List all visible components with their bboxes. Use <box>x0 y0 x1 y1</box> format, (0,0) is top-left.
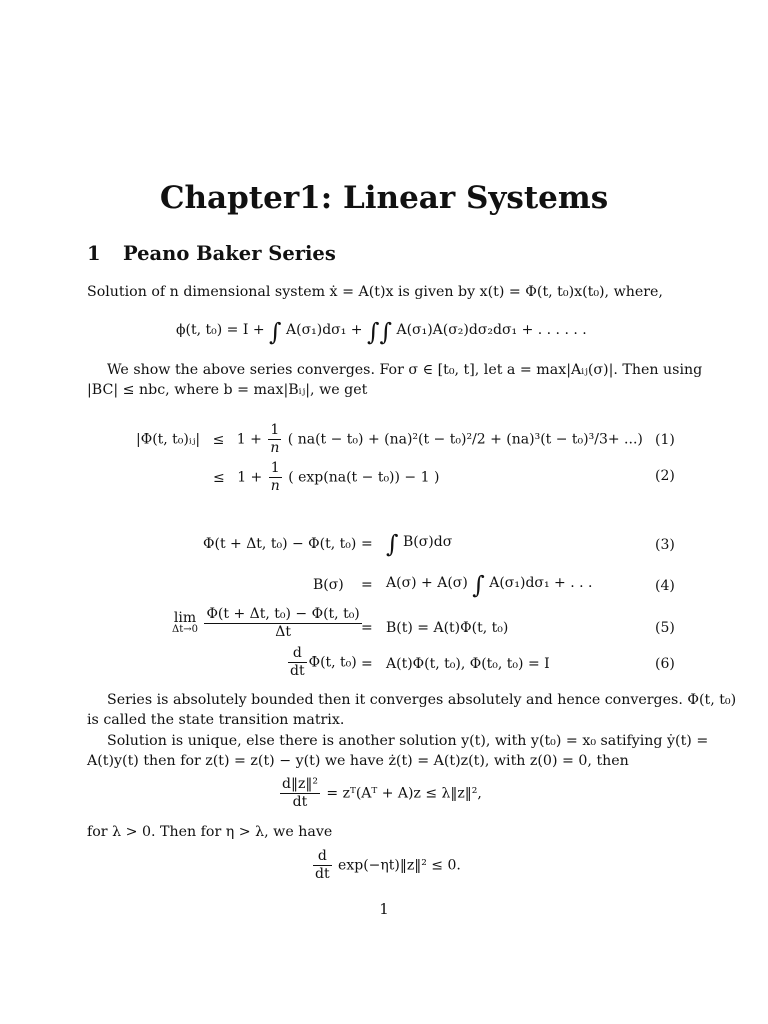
equation-6-relation: = <box>361 656 373 672</box>
integral-sign: ∫ <box>472 571 485 599</box>
equation-1-relation: ≤ <box>212 431 225 448</box>
equation-4-rhs-a: A(σ) + A(σ) <box>386 575 468 591</box>
integral-sign: ∫ <box>379 318 392 346</box>
exp-derivative <box>313 848 332 883</box>
section-title: Peano Baker Series <box>123 242 336 265</box>
equation-phi-lhs: ϕ(t, t₀) = I + <box>176 322 265 338</box>
equation-1-lhs: |Φ(t, t₀)ᵢⱼ| <box>136 431 201 448</box>
exp-derivative-numerator: d <box>317 848 327 864</box>
paragraph-2-line-1: We show the above series converges. For σ ∈ [t₀, t], let a = max|Aᵢⱼ(σ)|. Then using <box>107 362 703 378</box>
paragraph-2-line-2: |BC| ≤ nbc, where b = max|Bᵢⱼ|, we get <box>87 382 368 398</box>
section-number: 1 <box>87 242 101 265</box>
equation-6-lhs-text: Φ(t, t₀) <box>308 654 357 671</box>
section-heading <box>87 242 336 265</box>
equation-5-number: (5) <box>655 620 675 636</box>
difference-quotient-numerator: Φ(t + Δt, t₀) − Φ(t, t₀) <box>206 606 360 622</box>
equation-1-one: 1 + <box>236 431 262 448</box>
equation-4-lhs: B(σ) <box>313 577 344 593</box>
equation-phi <box>176 318 587 346</box>
equation-2-number: (2) <box>655 468 675 484</box>
norm-derivative-numerator: d‖z‖² <box>282 776 318 792</box>
chapter-title: Chapter1: Linear Systems <box>159 180 609 216</box>
equation-1-rhs: ( na(t − t₀) + (na)²(t − t₀)²/2 + (na)³(t − t₀)³/3+ ...) <box>287 431 643 448</box>
derivative-denominator: dt <box>290 663 305 679</box>
equation-3-rhs <box>386 530 452 558</box>
equation-4-relation: = <box>361 577 373 593</box>
paragraph-3-line-2: is called the state transition matrix. <box>87 712 345 728</box>
limit-operator <box>172 609 198 636</box>
derivative-numerator: d <box>292 645 302 661</box>
fraction-1-over-n: $\frac{1}{n}$ <box>270 422 280 456</box>
equation-6-rhs: A(t)Φ(t, t₀), Φ(t₀, t₀) = I <box>386 656 550 672</box>
paragraph-4-line-1: Solution is unique, else there is another solution y(t), with y(t₀) = x₀ satifying ẏ(t) = <box>107 733 709 749</box>
equation-6-lhs <box>286 645 357 680</box>
fraction-1-over-n: $\frac{1}{n}$ <box>270 460 280 494</box>
equation-2-one: 1 + <box>237 469 263 486</box>
equation-exp <box>311 848 461 883</box>
difference-quotient-denominator: Δt <box>204 623 361 641</box>
equation-5-relation: = <box>361 620 373 636</box>
exp-rhs: exp(−ηt)‖z‖² ≤ 0. <box>338 857 461 874</box>
equation-4-number: (4) <box>655 578 675 594</box>
equation-3-integrand: B(σ)dσ <box>402 534 453 550</box>
equation-4-rhs-b: A(σ₁)dσ₁ + . . . <box>489 575 593 591</box>
equation-2 <box>213 460 439 495</box>
paragraph-3-line-1: Series is absolutely bounded then it converges absolutely and hence converges. Φ(t, t₀) <box>107 692 737 708</box>
equation-phi-term1: A(σ₁)dσ₁ + <box>286 322 363 338</box>
limit-text: lim <box>173 609 197 626</box>
equation-norm <box>278 776 482 811</box>
page-number: 1 <box>379 900 389 918</box>
equation-4-rhs <box>386 571 592 599</box>
equation-3-relation: = <box>361 536 373 552</box>
equation-2-relation: ≤ <box>213 469 225 486</box>
norm-derivative <box>280 776 320 811</box>
equation-3-number: (3) <box>655 537 675 553</box>
equation-6-number: (6) <box>655 656 675 672</box>
paragraph-1: Solution of n dimensional system ẋ = A(t)x is given by x(t) = Φ(t, t₀)x(t₀), where, <box>87 284 663 300</box>
difference-quotient <box>204 606 361 641</box>
equation-5-lhs <box>172 606 364 641</box>
paragraph-5: for λ > 0. Then for η > λ, we have <box>87 824 333 840</box>
equation-3-lhs: Φ(t + Δt, t₀) − Φ(t, t₀) <box>203 536 357 552</box>
exp-derivative-denominator: dt <box>315 866 330 882</box>
equation-1-number: (1) <box>655 432 675 448</box>
norm-derivative-denominator: dt <box>280 793 320 811</box>
derivative-operator <box>288 645 307 680</box>
integral-sign: ∫ <box>269 318 282 346</box>
equation-5-rhs: B(t) = A(t)Φ(t, t₀) <box>386 620 509 636</box>
integral-sign: ∫ <box>386 530 399 558</box>
equation-phi-term2: A(σ₁)A(σ₂)dσ₂dσ₁ + . . . . . . <box>396 322 587 338</box>
equation-2-rhs: ( exp(na(t − t₀)) − 1 ) <box>288 469 440 486</box>
norm-rhs: = zᵀ(Aᵀ + A)z ≤ λ‖z‖², <box>326 785 482 802</box>
paragraph-4-line-2: A(t)y(t) then for z(t) = z(t) − y(t) we have ż(t) = A(t)z(t), with z(0) = 0, then <box>87 753 629 769</box>
equation-1 <box>136 422 643 457</box>
limit-subscript: Δt→0 <box>172 623 198 635</box>
integral-sign: ∫ <box>366 318 380 346</box>
